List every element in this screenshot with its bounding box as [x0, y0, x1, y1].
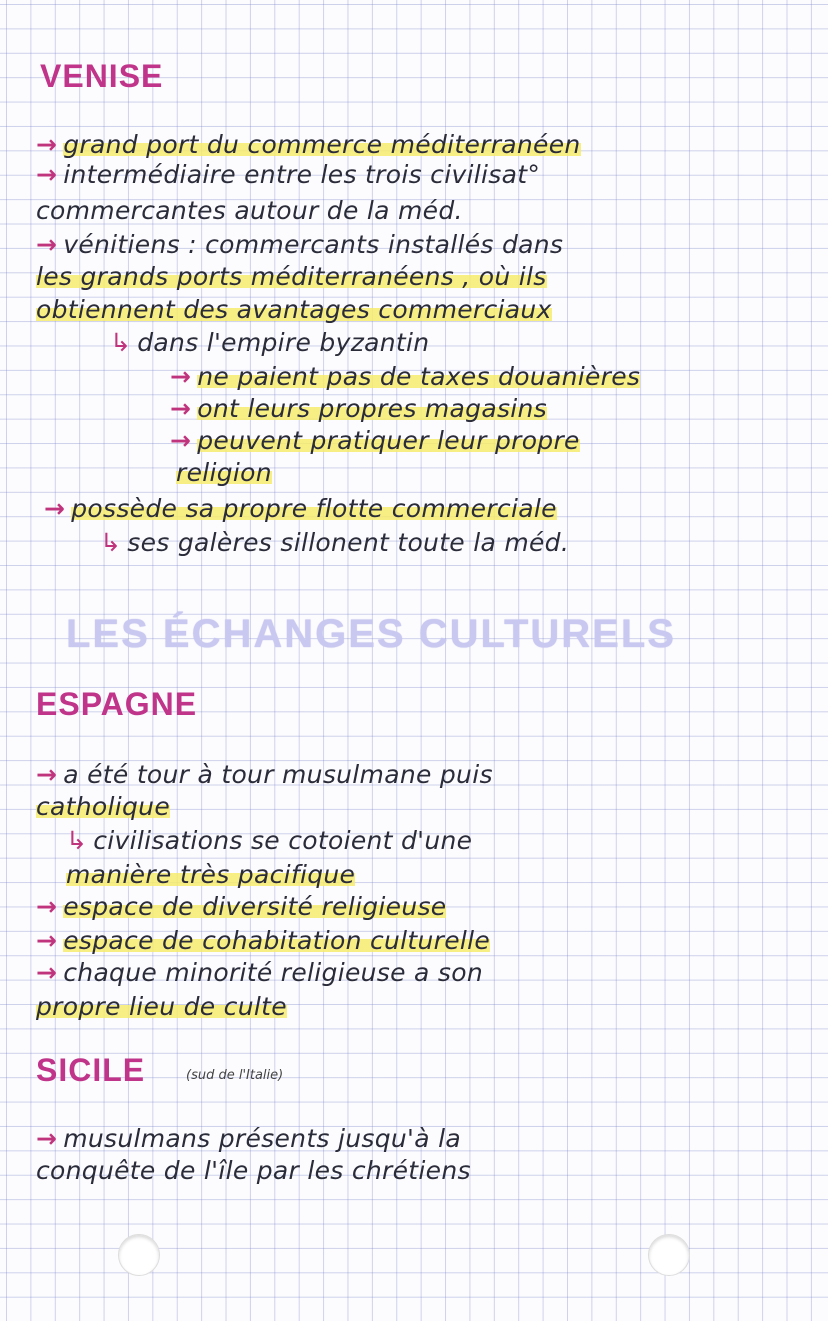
venise-line-5: les grands ports méditerranéens , où ils	[36, 262, 547, 291]
arrow-icon: →	[36, 958, 58, 987]
binder-hole-left	[118, 1234, 160, 1276]
venise-line-6: obtiennent des avantages commerciaux	[36, 295, 552, 324]
espagne-line-6: → espace de cohabitation culturelle	[36, 926, 491, 955]
espagne-line-8: propre lieu de culte	[36, 992, 287, 1021]
sicile-heading: SICILE	[36, 1052, 146, 1088]
espagne-line-1: → a été tour à tour musulmane puis	[36, 760, 493, 789]
sicile-line-1: → musulmans présents jusqu'à la	[36, 1124, 461, 1153]
espagne-heading: ESPAGNE	[36, 686, 198, 722]
arrow-icon: →	[36, 130, 58, 159]
venise-line-3: commercantes autour de la méd.	[36, 196, 463, 225]
sub-arrow-icon: ↳	[66, 826, 88, 855]
venise-line-1: → grand port du commerce méditerranéen	[36, 130, 581, 159]
sicile-line-2: conquête de l'île par les chrétiens	[36, 1156, 471, 1185]
venise-line-11: religion	[176, 458, 272, 487]
sub-arrow-icon: ↳	[100, 528, 122, 557]
arrow-icon: →	[170, 362, 192, 391]
espagne-line-2: catholique	[36, 792, 170, 821]
sicile-note: (sud de l'Italie)	[186, 1068, 284, 1083]
arrow-icon: →	[36, 926, 58, 955]
venise-line-9: → ont leurs propres magasins	[170, 394, 548, 423]
arrow-icon: →	[36, 892, 58, 921]
arrow-icon: →	[170, 394, 192, 423]
venise-line-12: → possède sa propre flotte commerciale	[44, 494, 557, 523]
espagne-line-4: manière très pacifique	[66, 860, 356, 889]
venise-line-4: → vénitiens : commercants installés dans	[36, 230, 564, 259]
venise-line-13: ↳ ses galères sillonent toute la méd.	[100, 528, 570, 557]
venise-line-10: → peuvent pratiquer leur propre	[170, 426, 580, 455]
binder-hole-right	[648, 1234, 690, 1276]
espagne-line-3: ↳ civilisations se cotoient d'une	[66, 826, 473, 855]
section-title: LES ÉCHANGES CULTURELS	[66, 612, 676, 656]
venise-line-2: → intermédiaire entre les trois civilisat°	[36, 160, 541, 189]
venise-heading: VENISE	[40, 58, 164, 94]
sub-arrow-icon: ↳	[110, 328, 132, 357]
espagne-line-5: → espace de diversité religieuse	[36, 892, 447, 921]
arrow-icon: →	[44, 494, 66, 523]
arrow-icon: →	[36, 230, 58, 259]
arrow-icon: →	[36, 760, 58, 789]
venise-line-7: ↳ dans l'empire byzantin	[110, 328, 430, 357]
arrow-icon: →	[36, 1124, 58, 1153]
espagne-line-7: → chaque minorité religieuse a son	[36, 958, 483, 987]
arrow-icon: →	[36, 160, 58, 189]
venise-line-8: → ne paient pas de taxes douanières	[170, 362, 641, 391]
arrow-icon: →	[170, 426, 192, 455]
